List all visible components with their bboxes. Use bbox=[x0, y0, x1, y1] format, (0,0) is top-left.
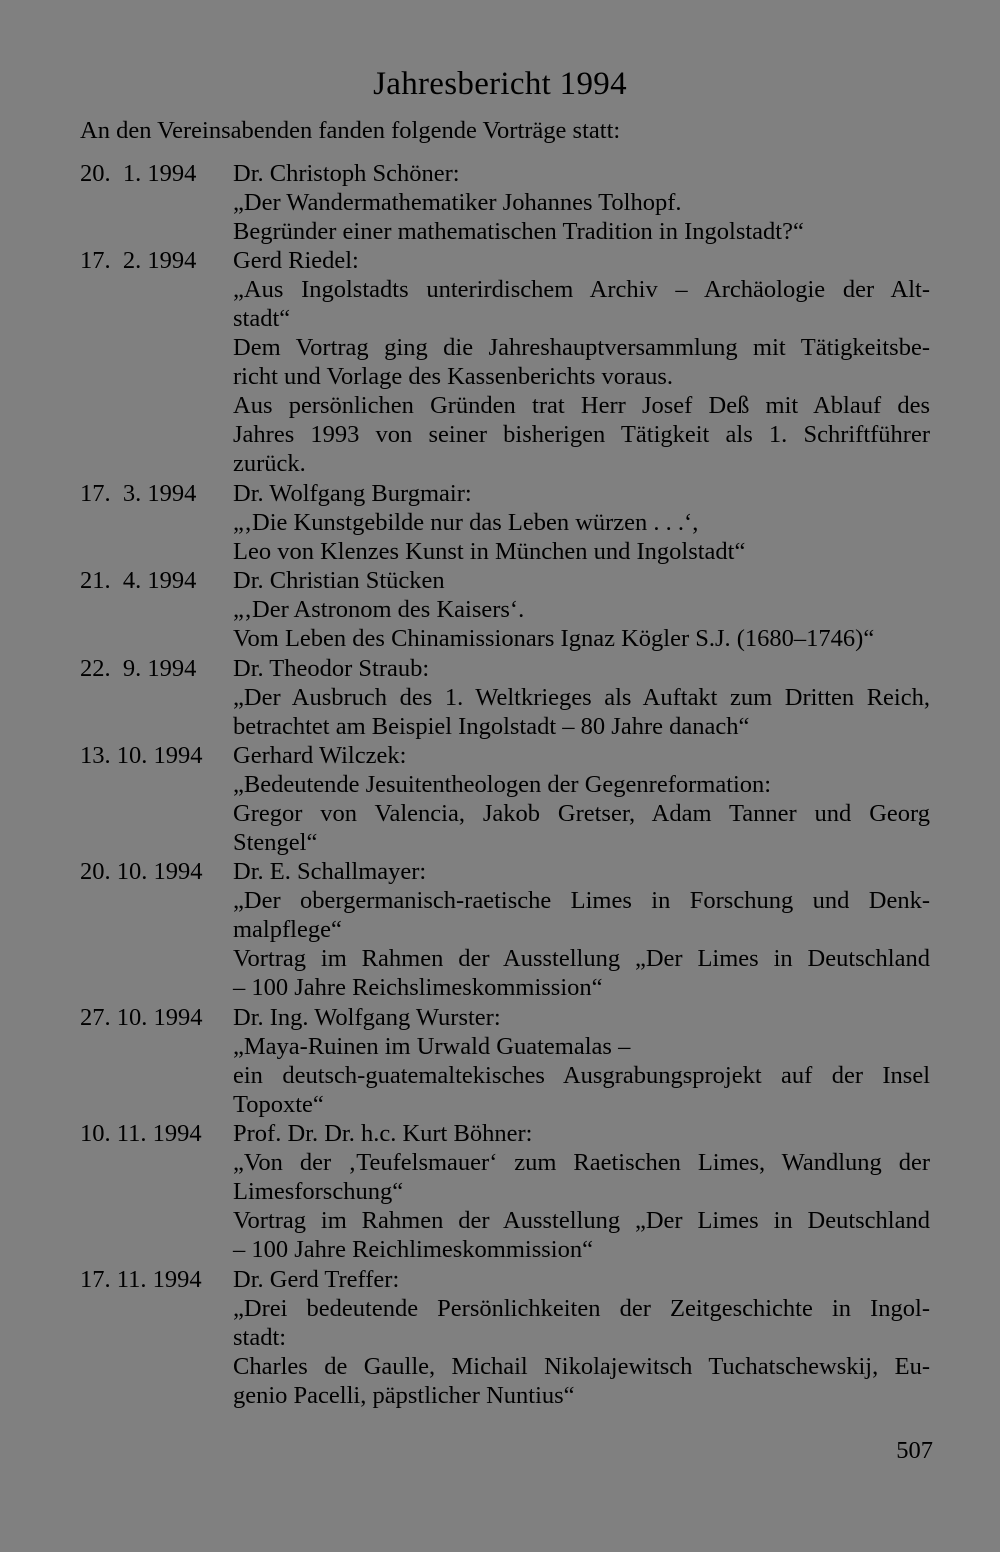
lecture-body bbox=[233, 1119, 930, 1264]
lecture-body bbox=[233, 857, 930, 1002]
lecture-date: 13. 10. 1994 bbox=[80, 742, 203, 769]
lecture-body bbox=[233, 159, 930, 246]
lecture-text-line: malpflege“ bbox=[233, 916, 342, 944]
lecture-text-line: genio Pacelli, päpstlicher Nuntius“ bbox=[233, 1381, 575, 1409]
lecture-text-line: Gregor von Valencia, Jakob Gretser, Adam Tanner und Georg bbox=[233, 800, 930, 827]
lecture-body bbox=[233, 566, 930, 653]
lecture-date: 17. 3. 1994 bbox=[80, 480, 197, 508]
lecture-text-line: – 100 Jahre Reichlimeskommission“ bbox=[233, 1236, 593, 1264]
lecture-text-line: Begründer einer mathematischen Tradition in Ingolstadt?“ bbox=[233, 218, 804, 245]
speaker-name: Dr. Wolfgang Burgmair: bbox=[233, 480, 472, 508]
lecture-text-line: richt und Vorlage des Kassenberichts voraus. bbox=[233, 363, 673, 391]
lecture-text-line: Leo von Klenzes Kunst in München und Ingolstadt“ bbox=[233, 538, 746, 566]
speaker-name: Gerd Riedel: bbox=[233, 247, 359, 275]
lecture-text-line: Stengel“ bbox=[233, 829, 318, 856]
lecture-body bbox=[233, 246, 930, 478]
lecture-text-line: Topoxte“ bbox=[233, 1090, 324, 1118]
lecture-text-line: „Der Ausbruch des 1. Weltkrieges als Auftakt zum Dritten Reich, bbox=[233, 683, 930, 711]
lecture-text-line: „Aus Ingolstadts unterirdischem Archiv – Archäologie der Alt- bbox=[233, 276, 930, 304]
lecture-text-line: betrachtet am Beispiel Ingolstadt – 80 Jahre danach“ bbox=[233, 712, 750, 740]
lecture-date: 22. 9. 1994 bbox=[80, 654, 197, 682]
lecture-text-line: „Der obergermanisch-raetische Limes in Forschung und Denk- bbox=[233, 887, 930, 915]
speaker-name: Dr. Christoph Schöner: bbox=[233, 160, 460, 187]
lecture-date: 10. 11. 1994 bbox=[80, 1120, 202, 1148]
speaker-name: Dr. Gerd Treffer: bbox=[233, 1265, 400, 1293]
lecture-date: 27. 10. 1994 bbox=[80, 1003, 203, 1031]
lecture-text-line: „‚Die Kunstgebilde nur das Leben würzen . . .‘, bbox=[233, 509, 699, 537]
lecture-text-line: Limesforschung“ bbox=[233, 1178, 404, 1206]
lecture-text-line: Vortrag im Rahmen der Ausstellung „Der Limes in Deutschland bbox=[233, 1207, 930, 1235]
speaker-name: Dr. E. Schallmayer: bbox=[233, 858, 427, 886]
lecture-text-line: „Von der ‚Teufelsmauer‘ zum Raetischen Limes, Wandlung der bbox=[233, 1149, 930, 1177]
speaker-name: Prof. Dr. Dr. h.c. Kurt Böhner: bbox=[233, 1120, 533, 1148]
lecture-text-line: Vom Leben des Chinamissionars Ignaz Kögler S.J. (1680–1746)“ bbox=[233, 625, 875, 653]
lecture-body bbox=[233, 1265, 930, 1410]
lecture-text-line: „Drei bedeutende Persönlichkeiten der Zeitgeschichte in Ingol- bbox=[233, 1294, 930, 1322]
page-title: Jahresbericht 1994 bbox=[373, 66, 627, 102]
lecture-body bbox=[233, 741, 930, 857]
lecture-date: 17. 2. 1994 bbox=[80, 247, 197, 275]
lecture-text-line: Dem Vortrag ging die Jahreshauptversammlung mit Tätigkeitsbe- bbox=[233, 334, 930, 362]
lecture-date: 21. 4. 1994 bbox=[80, 567, 197, 595]
lecture-text-line: stadt“ bbox=[233, 305, 291, 333]
lecture-text-line: Jahres 1993 von seiner bisherigen Tätigkeit als 1. Schriftführer bbox=[233, 421, 930, 449]
lecture-body bbox=[233, 1003, 930, 1119]
lecture-text-line: ein deutsch-guatemaltekisches Ausgrabungsprojekt auf der Insel bbox=[233, 1061, 930, 1089]
lecture-text-line: „‚Der Astronom des Kaisers‘. bbox=[233, 596, 525, 624]
speaker-name: Gerhard Wilczek: bbox=[233, 742, 407, 769]
lecture-text-line: „Der Wandermathematiker Johannes Tolhopf. bbox=[233, 189, 682, 216]
lecture-text-line: zurück. bbox=[233, 450, 306, 478]
lecture-date: 17. 11. 1994 bbox=[80, 1265, 202, 1293]
lecture-text-line: „Bedeutende Jesuitentheologen der Gegenreformation: bbox=[233, 771, 772, 798]
lecture-text-line: Aus persönlichen Gründen trat Herr Josef Deß mit Ablauf des bbox=[233, 392, 930, 420]
lecture-text-line: Charles de Gaulle, Michail Nikolajewitsch Tuchatschewskij, Eu- bbox=[233, 1352, 930, 1380]
page-number: 507 bbox=[896, 1437, 933, 1464]
lecture-body bbox=[233, 479, 930, 566]
lecture-text-line: „Maya-Ruinen im Urwald Guatemalas – bbox=[233, 1032, 631, 1060]
intro-text: An den Vereinsabenden fanden folgende Vorträge statt: bbox=[80, 117, 621, 144]
speaker-name: Dr. Ing. Wolfgang Wurster: bbox=[233, 1003, 501, 1031]
lecture-body bbox=[233, 654, 930, 741]
speaker-name: Dr. Christian Stücken bbox=[233, 567, 445, 595]
lecture-text-line: Vortrag im Rahmen der Ausstellung „Der Limes in Deutschland bbox=[233, 945, 930, 973]
lecture-date: 20. 1. 1994 bbox=[80, 160, 197, 187]
lecture-date: 20. 10. 1994 bbox=[80, 858, 203, 886]
lecture-text-line: stadt: bbox=[233, 1323, 287, 1351]
lecture-text-line: – 100 Jahre Reichslimeskommission“ bbox=[233, 974, 603, 1002]
speaker-name: Dr. Theodor Straub: bbox=[233, 654, 430, 682]
